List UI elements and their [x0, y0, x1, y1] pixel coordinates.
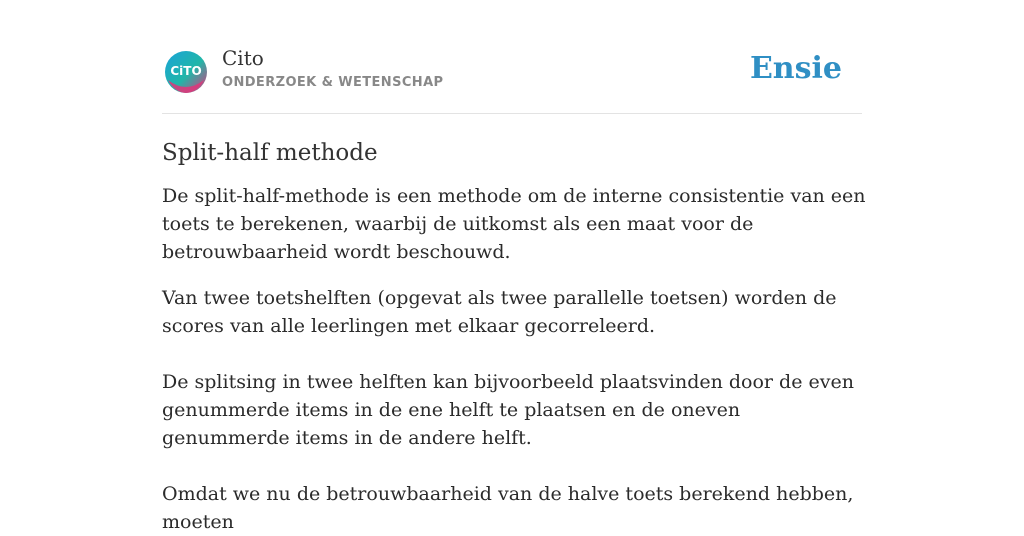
article-paragraph: De split-half-methode is een methode om de interne consistentie van een toets te berekenen, waarbij de uitkomst als een maat voor de betrouwbaarheid wordt beschouwd. — [162, 185, 866, 263]
logo-text: CiTO — [170, 64, 202, 78]
article — [162, 136, 866, 536]
article-paragraph: Omdat we nu de betrouwbaarheid van de halve toets berekend hebben, moeten — [162, 483, 854, 533]
article-paragraph: De splitsing in twee helften kan bijvoorbeeld plaatsvinden door de even genummerde items in de ene helft te plaatsen en de oneven genummerde items in de andere helft. — [162, 371, 854, 449]
ensie-brand-logo[interactable]: Ensie — [749, 51, 842, 86]
org-subtitle: ONDERZOEK & WETENSCHAP — [222, 75, 444, 90]
header — [162, 40, 862, 114]
page-title: Split-half methode — [162, 140, 378, 166]
org-name[interactable]: Cito — [222, 46, 264, 70]
article-paragraph: Van twee toetshelften (opgevat als twee parallelle toetsen) worden de scores van alle leerlingen met elkaar gecorreleerd. — [162, 287, 837, 337]
cito-logo[interactable] — [164, 50, 208, 94]
